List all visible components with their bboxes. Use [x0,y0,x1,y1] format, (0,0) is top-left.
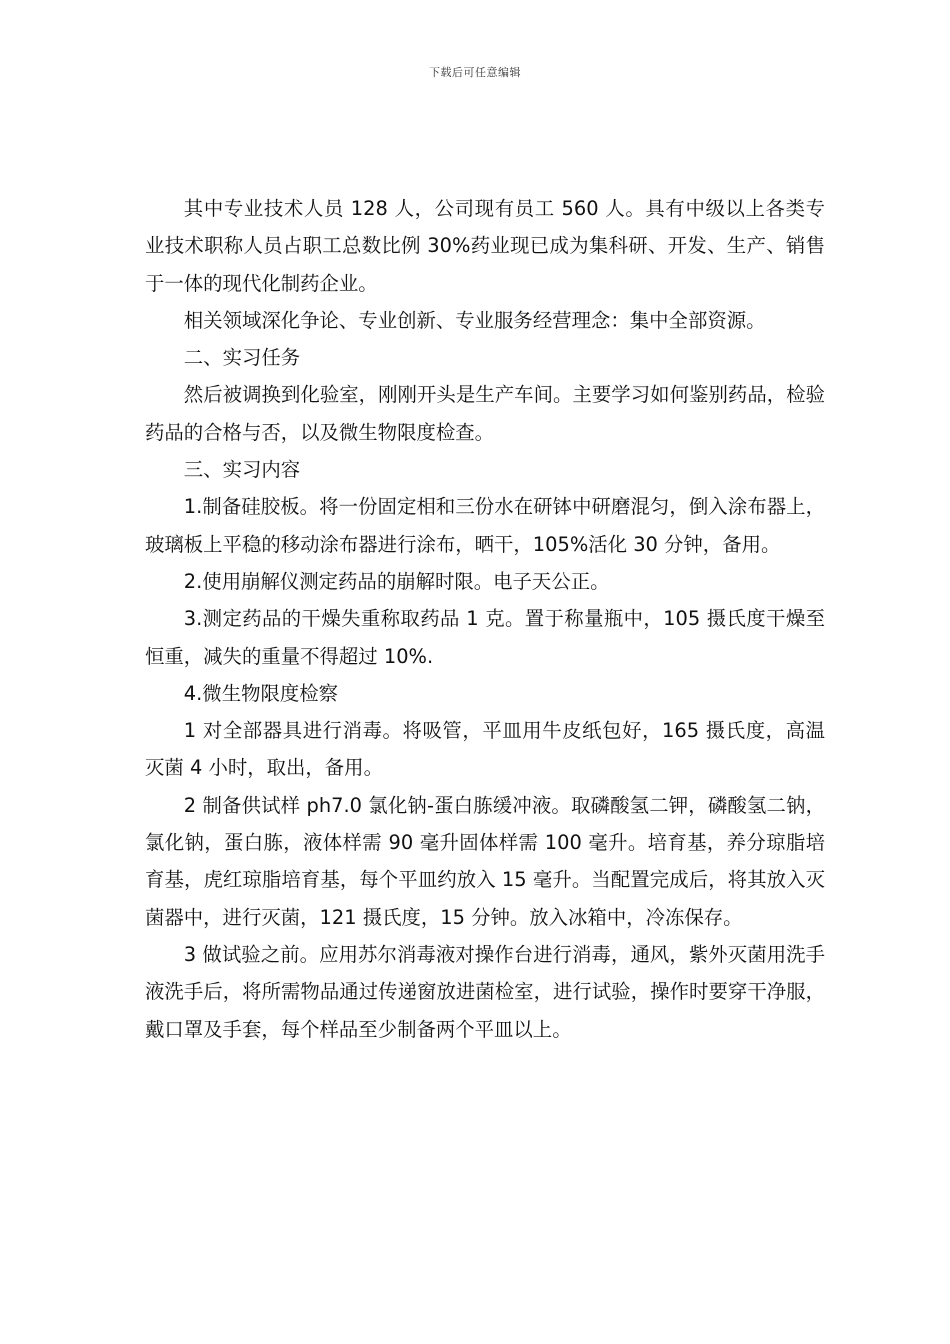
paragraph: 4.微生物限度检察 [183,681,339,705]
paragraph: 1.制备硅胶板。将一份固定相和三份水在研钵中研磨混匀，倒入涂布器上，玻璃板上平稳的移动涂布器进行涂布，晒干，105%活化 30 分钟，备用。 [145,495,825,556]
paragraph: 1 对全部器具进行消毒。将吸管，平皿用牛皮纸包好，165 摄氏度，高温灭菌 4 小时，取出，备用。 [145,719,825,780]
paragraph: 3 做试验之前。应用苏尔消毒液对操作台进行消毒，通风，紫外灭菌用洗手液洗手后，将所需物品通过传递窗放进菌检室，进行试验，操作时要穿干净服，戴口罩及手套，每个样品至少制备两个平皿以上。 [145,942,825,1041]
section-heading: 二、实习任务 [183,346,301,370]
paragraph: 2.使用崩解仪测定药品的崩解时限。电子天公正。 [183,569,610,593]
paragraph: 其中专业技术人员 128 人，公司现有员工 560 人。具有中级以上各类专业技术职称人员占职工总数比例 30%药业现已成为集科研、开发、生产、销售于一体的现代化制药企业。 [145,197,825,295]
paragraph: 2 制备供试样 ph7.0 氯化钠-蛋白胨缓冲液。取磷酸氢二钾，磷酸氢二钠，氯化钠，蛋白胨，液体样需 90 毫升固体样需 100 毫升。培育基，养分琼脂培育基，虎红琼脂培育基，每个平皿约放入 15 毫升。当配置完成后，将其放入灭菌器中，进行灭菌，121 摄氏度，15 分钟。放入冰箱中，冷冻保存。 [145,793,825,929]
section-heading: 三、实习内容 [183,458,301,482]
paragraph: 3.测定药品的干燥失重称取药品 1 克。置于称量瓶中，105 摄氏度干燥至恒重，减失的重量不得超过 10%. [145,607,825,668]
paragraph: 相关领域深化争论、专业创新、专业服务经营理念：集中全部资源。 [183,308,766,332]
paragraph: 然后被调换到化验室，刚刚开头是生产车间。主要学习如何鉴别药品，检验药品的合格与否，以及微生物限度检查。 [145,383,825,444]
document-body [145,190,825,1048]
page-header: 下载后可任意编辑 [429,66,521,79]
